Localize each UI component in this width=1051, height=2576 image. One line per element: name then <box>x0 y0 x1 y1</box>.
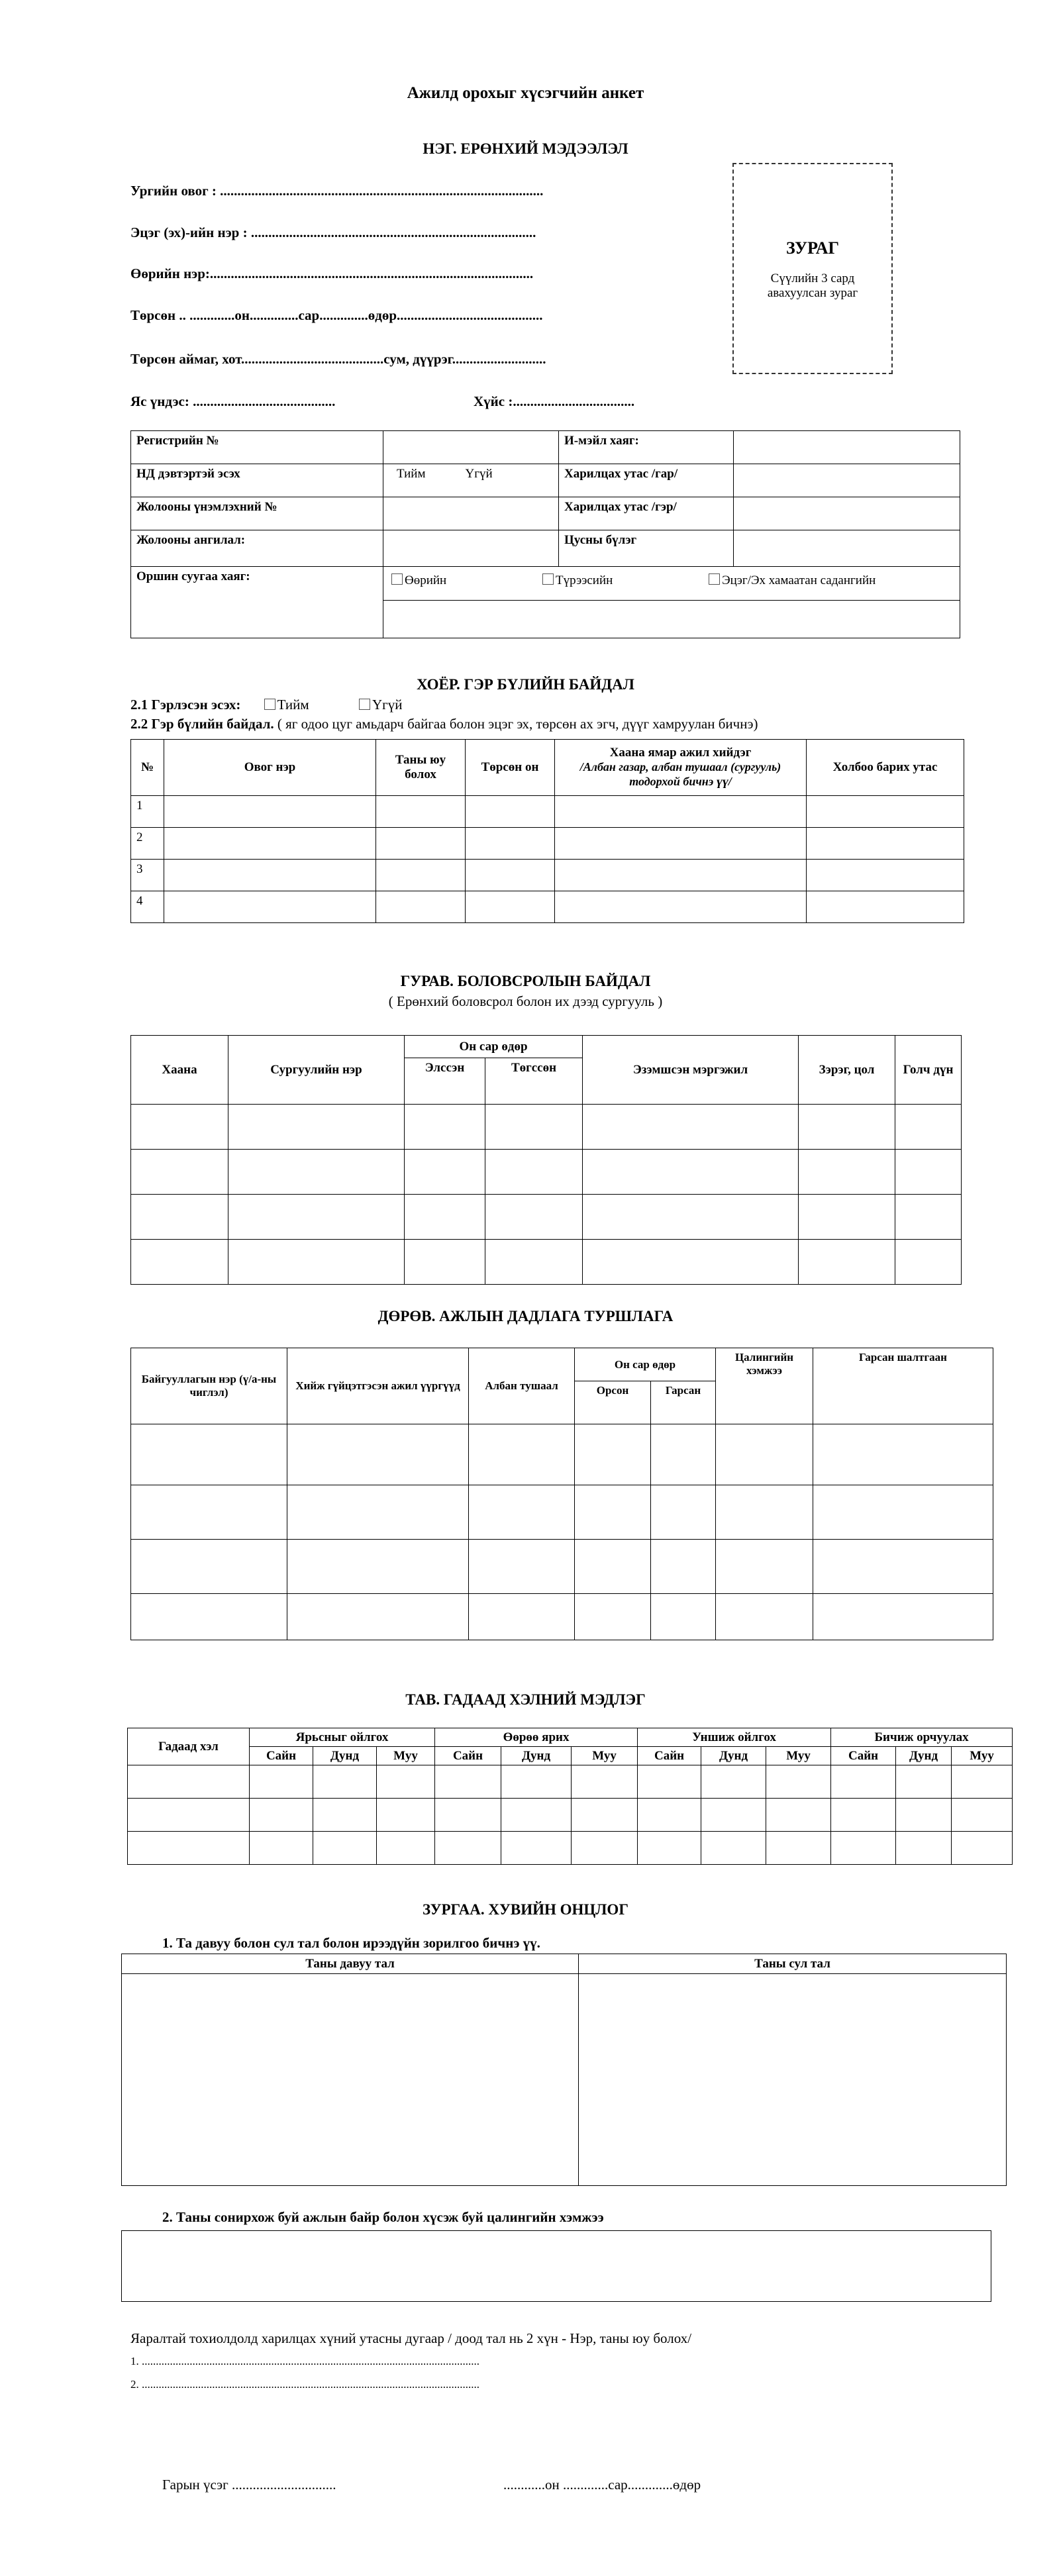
table-row[interactable] <box>131 1485 993 1540</box>
emergency-line-1[interactable]: 1. ........................................................................................................................ <box>130 2355 479 2367</box>
table-row[interactable] <box>131 1105 962 1150</box>
checkbox-icon[interactable] <box>542 573 554 585</box>
register-value[interactable] <box>383 431 559 464</box>
col-major: Эзэмшсэн мэргэжил <box>583 1036 799 1105</box>
table-row[interactable] <box>128 1799 1013 1832</box>
address-own-option[interactable]: Өөрийн <box>391 573 446 587</box>
col-graduated: Төгссөн <box>485 1058 583 1105</box>
col-number: № <box>131 740 164 796</box>
col-dates: Он сар өдөр <box>575 1348 716 1381</box>
table-row[interactable] <box>131 1594 993 1640</box>
level-medium: Дунд <box>701 1747 766 1765</box>
checkbox-icon[interactable] <box>391 573 403 585</box>
table-row[interactable]: 1 <box>131 796 964 828</box>
col-organization: Байгууллагын нэр (ү/а-ны чиглэл) <box>131 1348 287 1424</box>
email-value[interactable] <box>734 431 960 464</box>
table-row[interactable] <box>128 1765 1013 1799</box>
level-poor: Муу <box>952 1747 1013 1765</box>
section-3-subheading: ( Ерөнхий боловсрол болон их дээд сургууль ) <box>388 993 663 1009</box>
level-poor: Муу <box>572 1747 638 1765</box>
general-info-table <box>130 430 960 638</box>
strengths-input[interactable] <box>122 1974 579 2186</box>
col-where: Хаана <box>131 1036 228 1105</box>
col-birth-year: Төрсөн он <box>466 740 555 796</box>
insurance-options[interactable] <box>383 464 559 497</box>
col-enrolled: Элссэн <box>405 1058 485 1105</box>
col-language: Гадаад хэл <box>128 1728 250 1765</box>
email-label: И-мэйл хаяг: <box>559 431 734 464</box>
license-class-label: Жолооны ангилал: <box>131 530 383 567</box>
col-reason: Гарсан шалтгаан <box>813 1348 993 1424</box>
weaknesses-input[interactable] <box>579 1974 1007 2186</box>
emergency-line-2[interactable]: 2. ........................................................................................................................ <box>130 2378 479 2391</box>
section-4-heading: ДӨРӨВ. АЖЛЫН ДАДЛАГА ТУРШЛАГА <box>377 1308 674 1324</box>
ethnicity-field[interactable]: Яс үндэс: ......................................... <box>130 393 336 409</box>
education-table <box>130 1035 962 1285</box>
birthplace-field[interactable]: Төрсөн аймаг, хот.........................................сум, дүүрэг........................... <box>130 351 546 367</box>
level-medium: Дунд <box>896 1747 952 1765</box>
level-good: Сайн <box>831 1747 896 1765</box>
checkbox-icon[interactable] <box>359 699 370 710</box>
col-joined: Орсон <box>575 1381 651 1424</box>
section-3-heading: ГУРАВ. БОЛОВСРОЛЫН БАЙДАЛ <box>400 973 651 989</box>
emergency-label: Яаралтай тохиолдолд харилцах хүний утасны дугаар / доод тал нь 2 хүн - Нэр, таны юу болох/ <box>130 2330 692 2346</box>
col-left: Гарсан <box>651 1381 716 1424</box>
col-strengths: Таны давуу тал <box>122 1954 579 1974</box>
level-poor: Муу <box>377 1747 435 1765</box>
photo-box[interactable] <box>732 163 893 374</box>
checkbox-icon[interactable] <box>264 699 275 710</box>
table-row[interactable] <box>131 1195 962 1240</box>
level-medium: Дунд <box>501 1747 572 1765</box>
col-gpa: Голч дүн <box>895 1036 962 1105</box>
checkbox-icon[interactable] <box>709 573 720 585</box>
table-row[interactable] <box>131 1240 962 1285</box>
col-degree: Зэрэг, цол <box>799 1036 895 1105</box>
col-school: Сургуулийн нэр <box>228 1036 405 1105</box>
birth-date-field[interactable]: Төрсөн .. .............он..............сар..............өдөр.......................................... <box>130 307 543 323</box>
address-rental-option[interactable]: Түрээсийн <box>542 573 613 587</box>
gender-field[interactable]: Хүйс :................................... <box>474 393 635 409</box>
col-listening: Ярьсныг ойлгох <box>250 1728 435 1747</box>
photo-caption: Сүүлийн 3 сард авахуулсан зураг <box>767 272 858 300</box>
family-status-label: 2.2 Гэр бүлийн байдал. ( яг одоо цуг амьдарч байгаа болон эцэг эх, төрсөн ах эгч, дүүг хамруулан бичнэ) <box>130 716 758 732</box>
table-row[interactable]: 3 <box>131 860 964 891</box>
language-table <box>127 1728 1013 1865</box>
own-name-field[interactable]: Өөрийн нэр:............................................................................................. <box>130 266 534 281</box>
license-no-label: Жолооны үнэмлэхний № <box>131 497 383 530</box>
father-name-field[interactable]: Эцэг (эх)-ийн нэр : .................................................................................. <box>130 224 536 240</box>
table-row[interactable] <box>131 1150 962 1195</box>
col-speaking: Өөрөө ярих <box>435 1728 638 1747</box>
level-good: Сайн <box>638 1747 701 1765</box>
insurance-no[interactable]: Үгүй <box>465 467 493 481</box>
table-row[interactable] <box>131 1424 993 1485</box>
desired-job-input[interactable] <box>121 2230 991 2302</box>
level-medium: Дунд <box>313 1747 377 1765</box>
level-good: Сайн <box>250 1747 313 1765</box>
col-writing: Бичиж орчуулах <box>831 1728 1013 1747</box>
col-name: Овог нэр <box>164 740 376 796</box>
family-table <box>130 739 964 923</box>
traits-table <box>121 1954 1007 2186</box>
signature-field[interactable]: Гарын үсэг .............................. <box>162 2477 336 2493</box>
experience-table <box>130 1348 993 1640</box>
blood-type-label: Цусны бүлэг <box>559 530 734 567</box>
address-cell[interactable] <box>383 567 960 638</box>
phone-mobile-value[interactable] <box>734 464 960 497</box>
col-phone: Холбоо барих утас <box>807 740 964 796</box>
col-position: Албан тушаал <box>469 1348 575 1424</box>
table-row[interactable]: 4 <box>131 891 964 923</box>
col-reading: Уншиж ойлгох <box>638 1728 831 1747</box>
section-1-heading: НЭГ. ЕРӨНХИЙ МЭДЭЭЛЭЛ <box>423 140 628 157</box>
col-workplace: Хаана ямар ажил хийдэг /Албан газар, албан тушаал (сургууль) тодорхой бичнэ үү/ <box>555 740 807 796</box>
insurance-yes[interactable]: Тийм <box>397 467 426 481</box>
phone-home-value[interactable] <box>734 497 960 530</box>
col-relation: Таны юу болох <box>376 740 466 796</box>
question-2: 2. Таны сонирхож буй ажлын байр болон хүсэж буй цалингийн хэмжээ <box>162 2209 604 2225</box>
blood-type-value[interactable] <box>734 530 960 567</box>
level-good: Сайн <box>435 1747 501 1765</box>
table-row[interactable] <box>128 1832 1013 1865</box>
col-weaknesses: Таны сул тал <box>579 1954 1007 1974</box>
col-salary: Цалингийн хэмжээ <box>716 1348 813 1424</box>
signature-date-field[interactable]: ............он .............сар.............өдөр <box>503 2477 701 2493</box>
register-label: Регистрийн № <box>131 431 383 464</box>
address-label: Оршин суугаа хаяг: <box>131 567 383 638</box>
table-row[interactable] <box>131 1540 993 1594</box>
phone-mobile-label: Харилцах утас /гар/ <box>559 464 734 497</box>
form-title: Ажилд орохыг хүсэгчийн анкет <box>407 84 644 102</box>
married-field[interactable]: 2.1 Гэрлэсэн эсэх: Тийм Үгүй <box>130 697 403 713</box>
phone-home-label: Харилцах утас /гэр/ <box>559 497 734 530</box>
col-dates: Он сар өдөр <box>405 1036 583 1058</box>
section-5-heading: ТАВ. ГАДААД ХЭЛНИЙ МЭДЛЭГ <box>405 1691 646 1708</box>
photo-title: ЗУРАГ <box>785 238 840 258</box>
level-poor: Муу <box>766 1747 831 1765</box>
col-duties: Хийж гүйцэтгэсэн ажил үүргүүд <box>287 1348 469 1424</box>
table-row[interactable]: 2 <box>131 828 964 860</box>
section-2-heading: ХОЁР. ГЭР БҮЛИЙН БАЙДАЛ <box>417 676 634 693</box>
insurance-label: НД дэвтэртэй эсэх <box>131 464 383 497</box>
surname-field[interactable]: Ургийн овог : ............................................................................................. <box>130 183 544 199</box>
license-class-value[interactable] <box>383 530 559 567</box>
license-no-value[interactable] <box>383 497 559 530</box>
address-parents-option[interactable]: Эцэг/Эх хамаатан садангийн <box>709 573 876 587</box>
question-1: 1. Та давуу болон сул тал болон ирээдүйн зорилгоо бичнэ үү. <box>162 1935 540 1951</box>
section-6-heading: ЗУРГАА. ХУВИЙН ОНЦЛОГ <box>423 1901 628 1918</box>
